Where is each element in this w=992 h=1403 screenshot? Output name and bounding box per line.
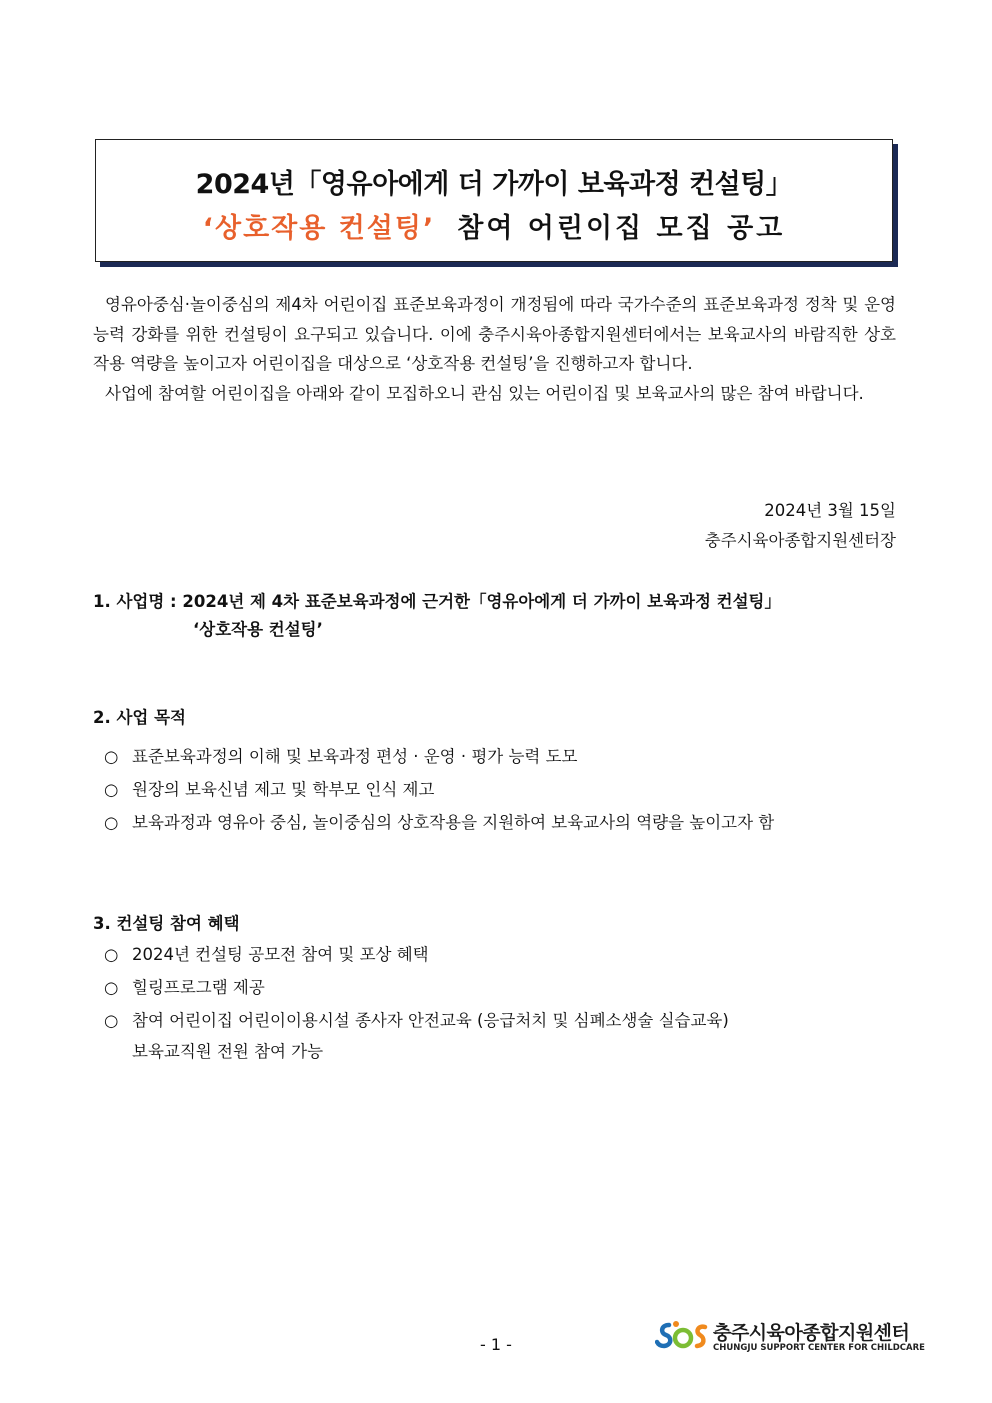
sos-logo-icon <box>655 1316 711 1356</box>
list-item <box>104 938 729 971</box>
section-3-list <box>104 938 729 1068</box>
list-item-text: 참여 어린이집 어린이이용시설 종사자 안전교육 (응급처치 및 심폐소생술 실습교육) <box>132 1011 729 1030</box>
circle-bullet-icon: ○ <box>104 813 119 832</box>
title-line-2 <box>96 206 892 245</box>
notice-signer: 충주시육아종합지원센터장 <box>704 531 896 550</box>
logo-name: 충주시육아종합지원센터 <box>713 1322 910 1344</box>
intro-text <box>93 290 896 408</box>
list-item-text: 힐링프로그램 제공 <box>132 978 265 997</box>
section-3-heading: 3. 컨설팅 참여 혜택 <box>93 914 240 933</box>
circle-bullet-icon: ○ <box>104 978 119 997</box>
section-1-continuation: ‘상호작용 컨설팅’ <box>193 620 323 639</box>
circle-bullet-icon: ○ <box>104 780 119 799</box>
title-line-1: 2024년「영유아에게 더 가까이 보육과정 컨설팅」 <box>195 169 793 200</box>
logo-english: CHUNGJU SUPPORT CENTER FOR CHILDCARE <box>713 1343 925 1353</box>
section-1-heading: 1. 사업명 : 2024년 제 4차 표준보육과정에 근거한「영유아에게 더 가까이 보육과정 컨설팅」 <box>93 592 781 611</box>
center-logo <box>655 1316 925 1356</box>
list-item <box>104 806 774 839</box>
list-item <box>104 971 729 1004</box>
intro-paragraph-2: 사업에 참여할 어린이집을 아래와 같이 모집하오니 관심 있는 어린이집 및 보육교사의 많은 참여 바랍니다. <box>105 383 864 403</box>
circle-bullet-icon: ○ <box>104 945 119 964</box>
list-item <box>104 740 774 773</box>
list-item-text: 원장의 보육신념 제고 및 학부모 인식 제고 <box>132 780 435 799</box>
list-item-text: 2024년 컨설팅 공모전 참여 및 포상 혜택 <box>132 945 429 964</box>
list-item-text: 표준보육과정의 이해 및 보육과정 편성 · 운영 · 평가 능력 도모 <box>132 747 578 766</box>
list-item-text: 보육과정과 영유아 중심, 놀이중심의 상호작용을 지원하여 보육교사의 역량을 높이고자 함 <box>132 813 775 832</box>
list-item <box>104 1004 729 1037</box>
title-rest: 참여 어린이집 모집 공고 <box>457 213 786 244</box>
section-2-heading: 2. 사업 목적 <box>93 708 186 727</box>
list-item <box>104 773 774 806</box>
section-2-list <box>104 740 774 839</box>
circle-bullet-icon: ○ <box>104 747 119 766</box>
list-item-continuation: 보육교직원 전원 참여 가능 <box>132 1042 324 1061</box>
intro-paragraph-1: 영유아중심·놀이중심의 제4차 어린이집 표준보육과정이 개정됨에 따라 국가수준의 표준보육과정 정착 및 운영능력 강화를 위한 컨설팅이 요구되고 있습니다. 이에 충주시육아종합지원센터에서는 보육교사의 바람직한 상호작용 역량을 높이고자 어린이집을 대상으로 ‘상호작용 컨설팅’을 진행하고자 합니다. <box>93 295 896 373</box>
page-number: - 1 - <box>480 1335 512 1354</box>
title-accent: ‘상호작용 컨설팅’ <box>202 213 436 244</box>
circle-bullet-icon: ○ <box>104 1011 119 1030</box>
notice-date: 2024년 3월 15일 <box>764 501 896 520</box>
title-box <box>95 139 893 262</box>
